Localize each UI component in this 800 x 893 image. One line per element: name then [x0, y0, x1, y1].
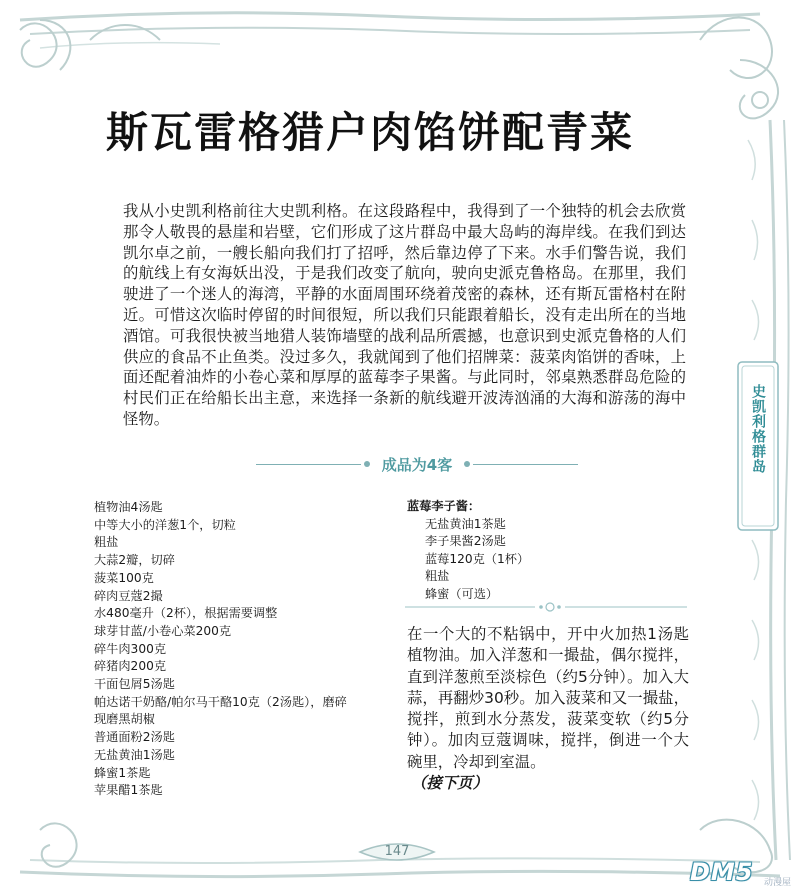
- ingredient-item: 现磨黑胡椒: [94, 712, 155, 727]
- recipe-title: 斯瓦雷格猎户肉馅饼配青菜: [105, 108, 634, 157]
- intro-paragraph: [123, 201, 686, 430]
- method-text: 在一个大的不粘锅中，开中火加热1汤匙植物油。加入洋葱和一撮盐，偶尔搅拌，直到洋葱煎至淡棕色（约5分钟）。加入大蒜，再翻炒30秒。加入菠菜和又一撮盐，搅拌，煎到水分蒸发，菠菜变软（约5分钟）。加肉豆蔻调味，搅拌，倒进一个大碗里，冷却到室温。: [407, 625, 689, 771]
- sauce-item: 蓝莓120克（1杯）: [425, 551, 530, 566]
- ingredient-item: 帕达诺干奶酪/帕尔马干酪10克（2汤匙），磨碎: [94, 694, 347, 709]
- watermark-logo: [690, 858, 795, 888]
- ingredient-item: 蜂蜜1茶匙: [94, 765, 151, 780]
- ingredient-item: 碎牛肉300克: [94, 641, 167, 656]
- ingredient-item: 碎肉豆蔻2撮: [94, 588, 163, 603]
- ingredient-item: 球芽甘蓝/小卷心菜200克: [94, 623, 232, 638]
- ingredient-list: [94, 499, 386, 800]
- sauce-item: 无盐黄油1茶匙: [425, 516, 506, 531]
- yield-dot-right: [464, 461, 470, 467]
- watermark-brand: DM5: [690, 858, 754, 886]
- continued-note: （接下页）: [411, 774, 488, 793]
- page-number: 147: [384, 844, 410, 859]
- ingredient-item: 水480毫升（2杯），根据需要调整: [94, 606, 278, 621]
- sauce-heading: 蓝莓李子酱：: [407, 499, 481, 513]
- ingredient-item: 植物油4汤匙: [94, 500, 163, 514]
- method-text-block: [407, 624, 689, 794]
- chapter-label: 史凯利格群岛: [750, 384, 766, 474]
- chapter-side-tab: [740, 368, 776, 524]
- ingredient-item: 菠菜100克: [94, 570, 154, 585]
- sauce-item: 蜂蜜（可选）: [425, 586, 499, 601]
- ingredient-item: 大蒜2瓣，切碎: [94, 553, 175, 568]
- sauce-item: 粗盐: [425, 569, 450, 583]
- ingredient-item: 无盐黄油1汤匙: [94, 747, 175, 762]
- watermark-sub: 动漫屋: [763, 878, 791, 888]
- ingredient-item: 中等大小的洋葱1个，切粒: [94, 517, 236, 532]
- ingredient-item: 粗盐: [94, 535, 119, 550]
- sauce-ingredient-list: [407, 498, 667, 603]
- ingredient-item: 苹果醋1茶匙: [94, 783, 163, 798]
- sauce-item: 李子果酱2汤匙: [425, 534, 506, 548]
- intro-text: 我从小史凯利格前往大史凯利格。在这段路程中，我得到了一个独特的机会去欣赏那令人敬畏的悬崖和岩壁，它们形成了这片群岛中最大岛屿的海岸线。在我们到达凯尔卓之前，一艘长船向我们打了招呼，然后靠边停了下来。水手们警告说，我们的航线上有女海妖出没，于是我们改变了航向，驶向史派克鲁格岛。在那里，我们驶进了一个迷人的海湾，平静的水面周围环绕着茂密的森林，还有斯瓦雷格村在附近。可惜这次临时停留的时间很短，所以我们只能跟着船长，没有走出所在的当地酒馆。可我很快被当地猎人装饰墙壁的战利品所震撼，也意识到史派克鲁格的人们供应的食品不止鱼类。没过多久，我就闻到了他们招牌菜：菠菜肉馅饼的香味，上面还配着油炸的小卷心菜和厚厚的蓝莓李子果酱。与此同时，邻桌熟悉群岛危险的村民们正在给船长出主意，来选择一条新的航线避开波涛汹涌的大海和游荡的海中怪物。: [123, 202, 686, 428]
- yield-text: 成品为4客: [381, 456, 453, 474]
- yield-rule-right: [473, 464, 578, 465]
- ingredient-item: 碎猪肉200克: [94, 659, 167, 674]
- yield-banner: [256, 452, 578, 478]
- ingredient-item: 干面包屑5汤匙: [94, 677, 175, 692]
- ingredient-item: 普通面粉2汤匙: [94, 730, 175, 745]
